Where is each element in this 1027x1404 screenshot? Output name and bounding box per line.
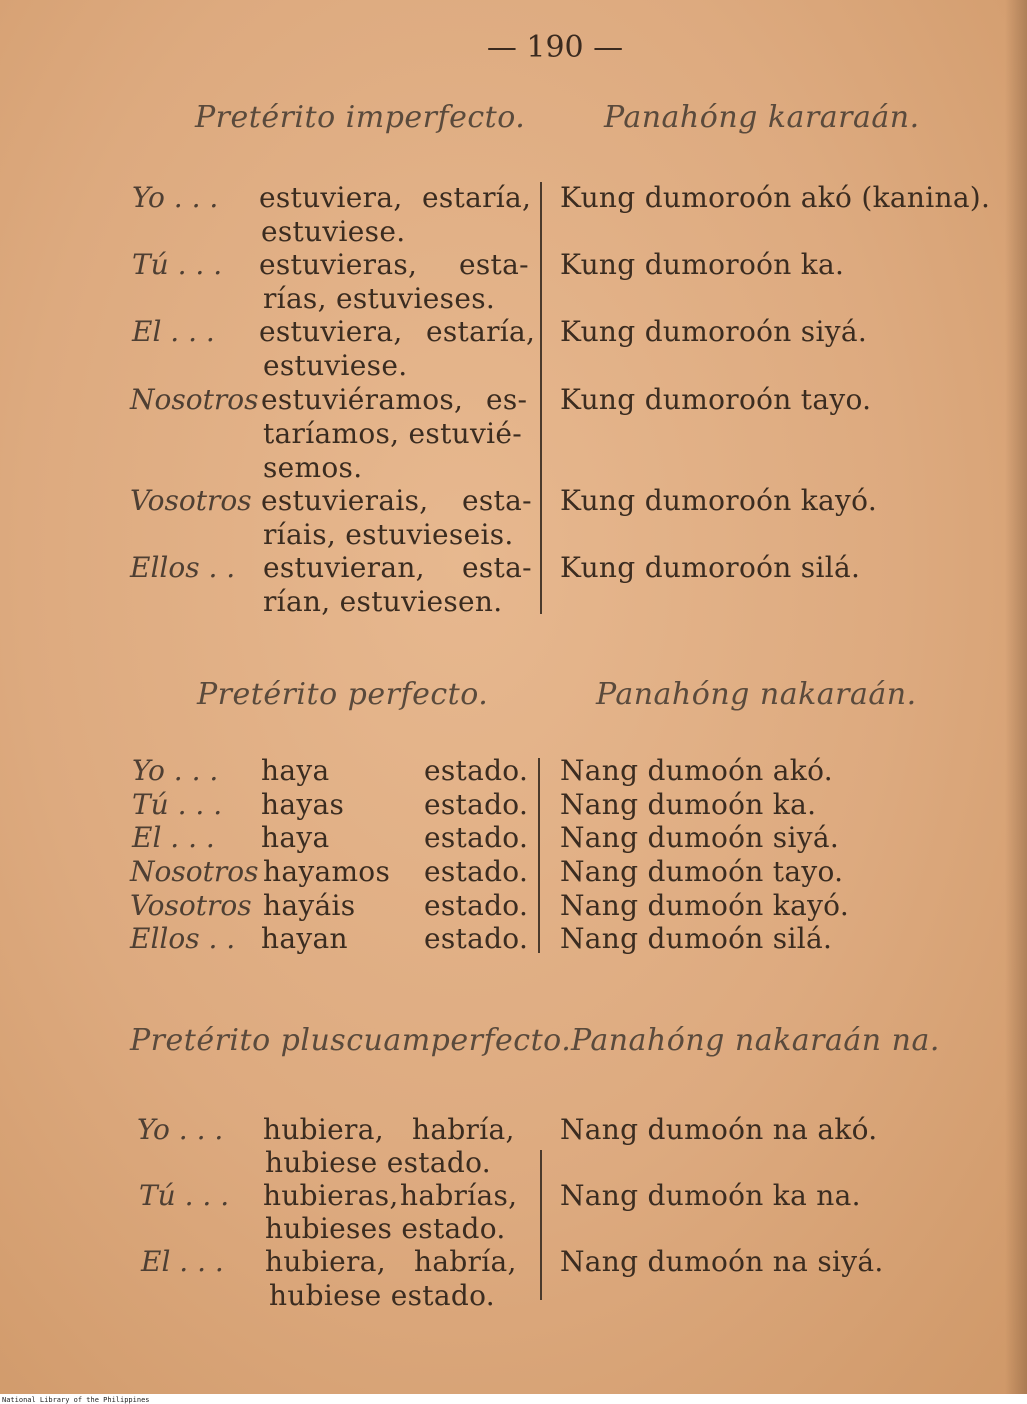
conjugation-text: estuvierais,	[261, 484, 429, 517]
conjugation-text: ríais, estuvieseis.	[263, 518, 514, 551]
conjugation-text: hayas	[261, 788, 345, 821]
tagalog-translation: Nang dumoón tayo.	[560, 855, 844, 888]
conjugation-text: hubiese estado.	[269, 1279, 495, 1312]
conjugation-text: semos.	[263, 451, 363, 484]
section-heading-tagalog: Panahóng kararaán.	[604, 100, 920, 135]
tagalog-translation: Kung dumoroón kayó.	[560, 484, 878, 517]
column-divider	[540, 182, 542, 614]
pronoun-label: Vosotros	[130, 484, 252, 517]
pronoun-label: Yo . . .	[137, 1113, 224, 1146]
tagalog-translation: Nang dumoón ka na.	[560, 1179, 861, 1212]
conjugation-text: hubiera,	[263, 1113, 384, 1146]
conjugation-text: estado.	[424, 821, 529, 854]
conjugation-text: esta-	[462, 484, 532, 517]
conjugation-text: estuviéramos,	[261, 383, 464, 416]
section-heading-spanish: Pretérito perfecto.	[197, 677, 489, 712]
section-heading-tagalog: Panahóng nakaraán na.	[571, 1023, 940, 1058]
tagalog-translation: Kung dumoroón ka.	[560, 248, 845, 281]
pronoun-label: El . . .	[132, 315, 215, 348]
conjugation-text: estado.	[424, 855, 529, 888]
pronoun-label: Nosotros	[130, 383, 259, 416]
page-spine-shadow	[1005, 0, 1027, 1394]
conjugation-text: esta-	[459, 248, 529, 281]
conjugation-text: estado.	[424, 754, 529, 787]
conjugation-text: es-	[486, 383, 528, 416]
tagalog-translation: Nang dumoón kayó.	[560, 889, 850, 922]
pronoun-label: Ellos . .	[130, 551, 236, 584]
conjugation-text: haya	[261, 821, 330, 854]
tagalog-translation: Kung dumoroón akó (kanina).	[560, 181, 991, 214]
section-heading-spanish: Pretérito imperfecto.	[195, 100, 526, 135]
conjugation-text: hubieras,	[263, 1179, 399, 1212]
library-credit: National Library of the Philippines	[2, 1396, 150, 1404]
conjugation-text: habrías,	[400, 1179, 518, 1212]
tagalog-translation: Nang dumoón akó.	[560, 754, 833, 787]
pronoun-label: Vosotros	[130, 889, 252, 922]
conjugation-text: taríamos, estuvié-	[263, 417, 522, 450]
conjugation-text: rían, estuviesen.	[263, 585, 503, 618]
conjugation-text: estuviera,	[259, 181, 403, 214]
conjugation-text: habría,	[412, 1113, 515, 1146]
pronoun-label: Yo . . .	[132, 181, 219, 214]
conjugation-text: esta-	[462, 551, 532, 584]
conjugation-text: hubieses estado.	[265, 1212, 506, 1245]
tagalog-translation: Kung dumoroón tayo.	[560, 383, 872, 416]
conjugation-text: estuvieran,	[263, 551, 425, 584]
conjugation-text: estuviese.	[261, 215, 406, 248]
pronoun-label: Nosotros	[130, 855, 259, 888]
conjugation-text: estuviera,	[259, 315, 403, 348]
conjugation-text: estado.	[424, 788, 529, 821]
conjugation-text: hubiese estado.	[265, 1146, 491, 1179]
tagalog-translation: Nang dumoón na akó.	[560, 1113, 878, 1146]
section-heading-tagalog: Panahóng nakaraán.	[596, 677, 917, 712]
tagalog-translation: Nang dumoón silá.	[560, 922, 833, 955]
conjugation-text: hubiera,	[265, 1245, 386, 1278]
tagalog-translation: Nang dumoón siyá.	[560, 821, 840, 854]
pronoun-label: Tú . . .	[132, 248, 223, 281]
conjugation-text: habría,	[414, 1245, 517, 1278]
pronoun-label: Tú . . .	[132, 788, 223, 821]
conjugation-text: hayamos	[263, 855, 391, 888]
page-number: — 190 —	[486, 30, 624, 65]
tagalog-translation: Kung dumoroón siyá.	[560, 315, 868, 348]
conjugation-text: estuvieras,	[259, 248, 418, 281]
conjugation-text: estaría,	[426, 315, 536, 348]
tagalog-translation: Nang dumoón na siyá.	[560, 1245, 884, 1278]
column-divider	[540, 1150, 542, 1300]
conjugation-text: estado.	[424, 889, 529, 922]
section-heading-spanish: Pretérito pluscuamperfecto.	[130, 1023, 572, 1058]
conjugation-text: estuviese.	[263, 349, 408, 382]
conjugation-text: hayan	[261, 922, 348, 955]
tagalog-translation: Kung dumoroón silá.	[560, 551, 861, 584]
tagalog-translation: Nang dumoón ka.	[560, 788, 817, 821]
column-divider	[538, 758, 540, 953]
conjugation-text: rías, estuvieses.	[263, 282, 496, 315]
conjugation-text: estaría,	[422, 181, 532, 214]
pronoun-label: El . . .	[141, 1245, 224, 1278]
conjugation-text: haya	[261, 754, 330, 787]
pronoun-label: Ellos . .	[130, 922, 236, 955]
pronoun-label: Tú . . .	[139, 1179, 230, 1212]
conjugation-text: estado.	[424, 922, 529, 955]
pronoun-label: Yo . . .	[132, 754, 219, 787]
conjugation-text: hayáis	[263, 889, 356, 922]
pronoun-label: El . . .	[132, 821, 215, 854]
